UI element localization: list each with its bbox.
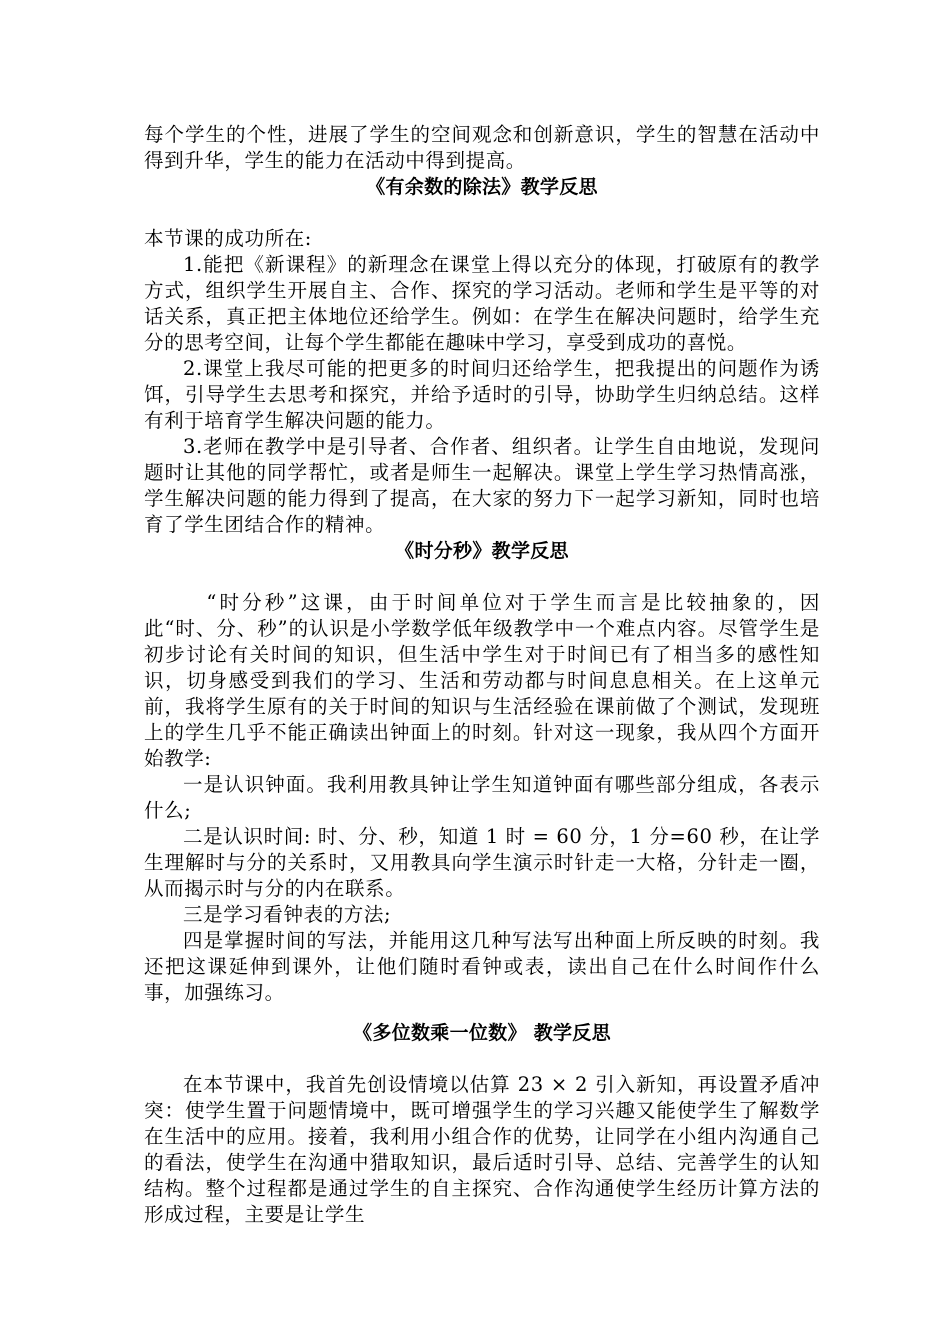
section-title-hour-minute-second: 《时分秒》教学反思 xyxy=(395,540,569,562)
document-page xyxy=(144,122,820,1228)
section2-item-3: 三是学习看钟表的方法; xyxy=(183,903,392,926)
spacer xyxy=(144,564,820,590)
section-title-division-with-remainder: 《有余数的除法》教学反思 xyxy=(366,176,598,198)
section1-lead: 本节课的成功所在: xyxy=(144,227,312,250)
spacer xyxy=(144,1046,820,1072)
section1-item-3: 3.老师在教学中是引导者、合作者、组织者。让学生自由地说，发现问题时让其他的同学帮忙，或者是师生一起解决。课堂上学生学习热情高涨，学生解决问题的能力得到了提高，在大家的努力下一起学习新知，同时也培育了学生团结合作的精神。 xyxy=(144,435,820,536)
section2-paragraph: “时分秒”这课，由于时间单位对于学生而言是比较抽象的，因此“时、分、秒”的认识是小学数学低年级教学中一个难点内容。尽管学生是初步讨论有关时间的知识，但生活中学生对于时间已有了相当多的感性知识，切身感受到我们的学习、生活和劳动都与时间息息相关。在上这单元前，我将学生原有的关于时间的知识与生活经验在课前做了个测试，发现班上的学生几乎不能正确读出钟面上的时刻。针对这一现象，我从四个方面开始教学: xyxy=(144,591,820,770)
spacer xyxy=(144,200,820,226)
spacer xyxy=(144,1006,820,1020)
section-title-multidigit-multiplication: 《多位数乘一位数》 教学反思 xyxy=(353,1022,611,1044)
section2-item-4: 四是掌握时间的写法，并能用这几种写法写出种面上所反映的时刻。我还把这课延伸到课外，让他们随时看钟或表，读出自己在什么时间作什么事，加强练习。 xyxy=(144,929,820,1004)
section1-item-1: 1.能把《新课程》的新理念在课堂上得以充分的体现，打破原有的教学方式，组织学生开展自主、合作、探究的学习活动。老师和学生是平等的对话关系，真正把主体地位还给学生。例如：在学生在解决问题时，给学生充分的思考空间，让每个学生都能在趣味中学习，享受到成功的喜悦。 xyxy=(144,253,820,354)
section1-item-2: 2.课堂上我尽可能的把更多的时间归还给学生，把我提出的问题作为诱饵，引导学生去思考和探究，并给予适时的引导，协助学生归纳总结。这样有利于培育学生解决问题的能力。 xyxy=(144,357,820,432)
section2-item-2: 二是认识时间: 时、分、秒，知道 1 时 = 60 分，1 分=60 秒，在让学生理解时与分的关系时，又用教具向学生演示时针走一大格，分针走一圈，从而揭示时与分的内在联系。 xyxy=(144,825,820,900)
section2-item-1: 一是认识钟面。我利用教具钟让学生知道钟面有哪些部分组成，各表示什么; xyxy=(144,773,820,822)
section3-paragraph: 在本节课中，我首先创设情境以估算 23 × 2 引入新知，再设置矛盾冲突：使学生置于问题情境中，既可增强学生的学习兴趣又能使学生了解数学在生活中的应用。接着，我利用小组合作的优势，让同学在小组内沟通自己的看法，使学生在沟通中猎取知识，最后适时引导、总结、完善学生的认知结构。整个过程都是通过学生的自主探究、合作沟通使学生经历计算方法的形成过程，主要是让学生 xyxy=(144,1073,820,1226)
intro-paragraph: 每个学生的个性，进展了学生的空间观念和创新意识，学生的智慧在活动中得到升华，学生的能力在活动中得到提高。 xyxy=(144,123,820,172)
